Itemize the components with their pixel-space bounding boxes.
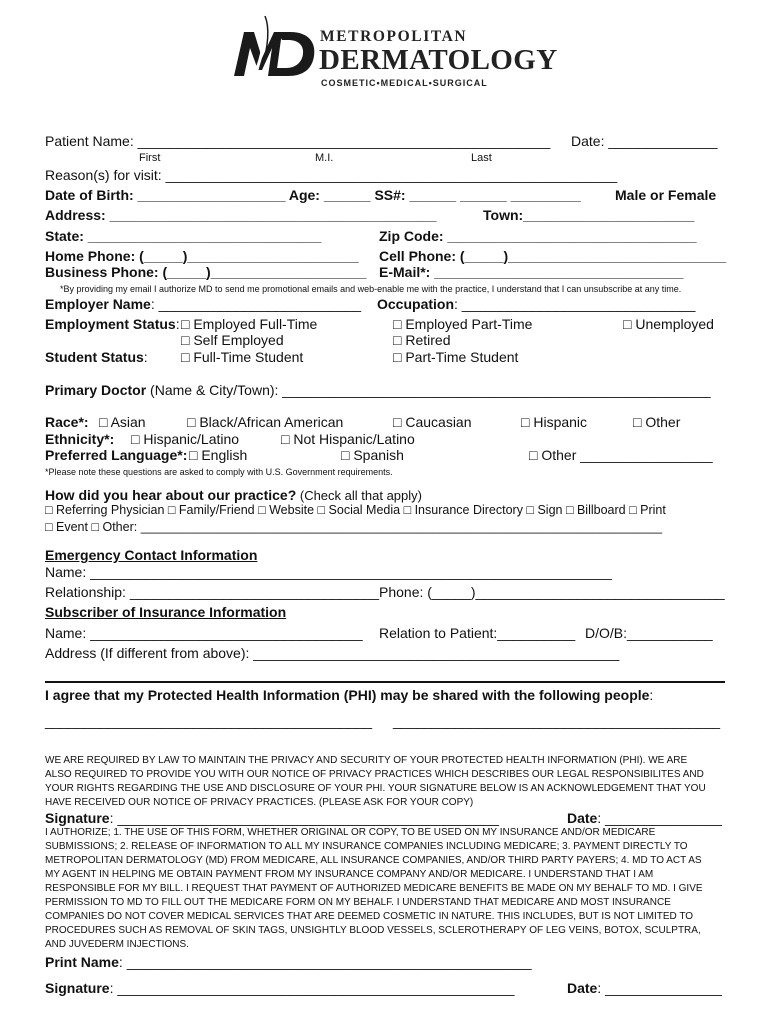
phi-person-2-field[interactable]: __________________________________________ [393,713,721,729]
language-label: Preferred Language*: [45,447,188,463]
authorization-line: MY AGENT IN HELPING ME OBTAIN PAYMENT FROM MY INSURANCE COMPANY AND/OR MEDICARE. I UNDERSTAND THAT I AM [45,869,654,880]
patient-date-field[interactable]: Date: ______________ [571,133,718,149]
checkbox-language-spanish[interactable]: □ Spanish [341,447,404,463]
privacy-line: HAVE RECEIVED OUR NOTICE OF PRIVACY PRACTICES. (PLEASE ASK FOR YOUR COPY) [45,797,474,808]
student-status-label: Student Status: [45,349,148,365]
logo-text-dermatology: DERMATOLOGY [319,44,558,76]
employer-name-field[interactable]: Employer Name: __________________________ [45,296,362,312]
signature-2-field[interactable]: Signature: ___________________________________________________ [45,980,515,996]
sublabel-mi: M.I. [315,152,334,164]
checkbox-part-time-student[interactable]: □ Part-Time Student [393,349,519,365]
checkbox-race-black[interactable]: □ Black/African American [187,414,344,430]
reason-for-visit-field[interactable]: Reason(s) for visit: __________________________________________________________ [45,167,618,183]
checkbox-employed-part-time[interactable]: □ Employed Part-Time [393,316,533,332]
logo-text-metropolitan: METROPOLITAN [320,28,468,45]
practice-logo [232,14,558,88]
checkbox-race-hispanic[interactable]: □ Hispanic [521,414,588,430]
checkbox-race-other[interactable]: □ Other [633,414,681,430]
referral-options-1[interactable]: □ Referring Physician □ Family/Friend □ Website □ Social Media □ Insurance Directory □ Sign □ Billboard □ Print [45,503,666,517]
checkbox-ethnicity-hispanic[interactable]: □ Hispanic/Latino [131,431,240,447]
checkbox-ethnicity-not-hispanic[interactable]: □ Not Hispanic/Latino [281,431,415,447]
home-phone-field[interactable]: Home Phone: (_____)______________________ [45,248,359,264]
authorization-text [45,826,725,952]
privacy-line: WE ARE REQUIRED BY LAW TO MAINTAIN THE PRIVACY AND SECURITY OF YOUR PROTECTED HEALTH INFORMATION (PHI). WE ARE [45,755,688,766]
subscriber-name-field[interactable]: Name: ___________________________________ [45,625,363,641]
privacy-notice [45,754,725,810]
email-note: *By providing my email I authorize MD to send me promotional emails and web-enable me with the practice, I understand that I can unsubscribe at any time. [60,284,682,294]
authorization-line: SUBMISSIONS; 2. RELEASE OF INFORMATION TO ALL MY INSURANCE COMPANIES INCLUDING MEDICARE; 3. PAYMENT DIRECTLY TO [45,841,688,852]
town-field[interactable]: Town:______________________ [483,207,695,223]
authorization-line: RESPONSIBLE FOR MY BILL. I REQUEST THAT PAYMENT OF AUTHORIZED MEDICARE BENEFITS BE MADE ON MY BEHALF TO MD. I GIVE [45,883,703,894]
phi-person-1-field[interactable]: __________________________________________ [45,713,373,729]
subscriber-relation-field[interactable]: Relation to Patient:__________ [379,625,576,641]
checkbox-language-other[interactable]: □ Other _________________ [529,447,713,463]
zip-field[interactable]: Zip Code: ________________________________ [379,228,697,244]
checkbox-employed-full-time[interactable]: □ Employed Full-Time [181,316,318,332]
subscriber-address-field[interactable]: Address (If different from above): _______________________________________________ [45,645,620,661]
print-name-field[interactable]: Print Name: ____________________________________________________ [45,954,532,970]
authorization-line: PERMISSION TO MD TO FILL OUT THE MEDICARE FORM ON MY BEHALF. I UNDERSTAND THAT MEDICARE AND MOST INSURANCE [45,897,671,908]
checkbox-retired[interactable]: □ Retired [393,332,451,348]
authorization-line: AND JUVEDERM INJECTIONS. [45,939,189,950]
referral-question: How did you hear about our practice? (Check all that apply) [45,487,422,503]
race-label: Race*: [45,414,89,430]
dob-age-ss-field[interactable]: Date of Birth: ___________________ Age: ______ SS#: ______ ______ _________ [45,187,581,203]
sublabel-last: Last [471,152,492,164]
ethnicity-label: Ethnicity*: [45,431,115,447]
signature-2-date-field[interactable]: Date: _______________ [567,980,722,996]
checkbox-full-time-student[interactable]: □ Full-Time Student [181,349,304,365]
authorization-line: I AUTHORIZE; 1. THE USE OF THIS FORM, WHETHER ORIGINAL OR COPY, TO BE USED ON MY INSURANCE AND/OR MEDICARE [45,827,656,838]
signature-1-field[interactable]: Signature: _________________________________________________ [45,810,499,826]
privacy-line: ALSO REQUIRED TO PROVIDE YOU WITH OUR NOTICE OF PRIVACY PRACTICES WHICH DESCRIBES OUR LEGAL RESPONSIBILITES AND [45,769,704,780]
email-field[interactable]: E-Mail*: ________________________________ [379,264,684,280]
checkbox-race-asian[interactable]: □ Asian [99,414,146,430]
occupation-field[interactable]: Occupation: ______________________________ [377,296,696,312]
checkbox-language-english[interactable]: □ English [189,447,248,463]
state-field[interactable]: State: ______________________________ [45,228,322,244]
subscriber-heading: Subscriber of Insurance Information [45,604,287,620]
authorization-line: COMPANIES DO NOT COVER MEDICAL SERVICES THAT ARE DEEMED COSMETIC IN NATURE. THIS INCLUDES, BUT IS NOT LIMITED TO [45,911,694,922]
demographics-note: *Please note these questions are asked to comply with U.S. Government requirements. [45,467,393,477]
cell-phone-field[interactable]: Cell Phone: (_____)____________________________ [379,248,727,264]
logo-tagline: COSMETIC•MEDICAL•SURGICAL [321,78,488,88]
signature-1-date-field[interactable]: Date: _______________ [567,810,722,826]
authorization-line: METROPOLITAN DERMATOLOGY (MD) FROM MEDICARE, ALL INSURANCE COMPANIES, AND/OR THIRD PARTY PAYERS; 4. MD TO ACT AS [45,855,702,866]
md-logo-icon [232,14,316,86]
checkbox-unemployed[interactable]: □ Unemployed [623,316,714,332]
emergency-phone-field[interactable]: Phone: (_____)________________________________ [379,584,725,600]
sublabel-first: First [139,152,161,164]
emergency-name-field[interactable]: Name: ___________________________________________________________________ [45,564,612,580]
checkbox-race-caucasian[interactable]: □ Caucasian [393,414,472,430]
emergency-contact-heading: Emergency Contact Information [45,547,258,563]
sex-field[interactable]: Male or Female [615,187,717,203]
authorization-line: PROCEDURES SUCH AS REMOVAL OF SKIN TAGS, UNSIGHTLY BLOOD VESSELS, SCLEROTHERAPY OF LEG VEINS, BOTOX, SCULPTRA, [45,925,701,936]
employment-status-label: Employment Status: [45,316,180,332]
phi-statement: I agree that my Protected Health Information (PHI) may be shared with the following people: [45,687,654,703]
business-phone-field[interactable]: Business Phone: (_____)____________________ [45,264,367,280]
privacy-line: YOUR RIGHTS REGARDING THE USE AND DISCLOSURE OF YOUR PHI. YOUR SIGNATURE BELOW IS AN ACKNOWLEDGEMENT THAT YOU [45,783,706,794]
emergency-relationship-field[interactable]: Relationship: ________________________________ [45,584,379,600]
section-divider [45,681,725,683]
patient-name-field[interactable]: Patient Name: _____________________________________________________ [45,133,551,149]
referral-options-2[interactable]: □ Event □ Other: ___________________________________________________________________________ [45,520,663,534]
checkbox-self-employed[interactable]: □ Self Employed [181,332,284,348]
primary-doctor-field[interactable]: Primary Doctor (Name & City/Town): _______________________________________________________ [45,382,711,398]
subscriber-dob-field[interactable]: D/O/B:___________ [585,625,713,641]
address-field[interactable]: Address: __________________________________________ [45,207,437,223]
